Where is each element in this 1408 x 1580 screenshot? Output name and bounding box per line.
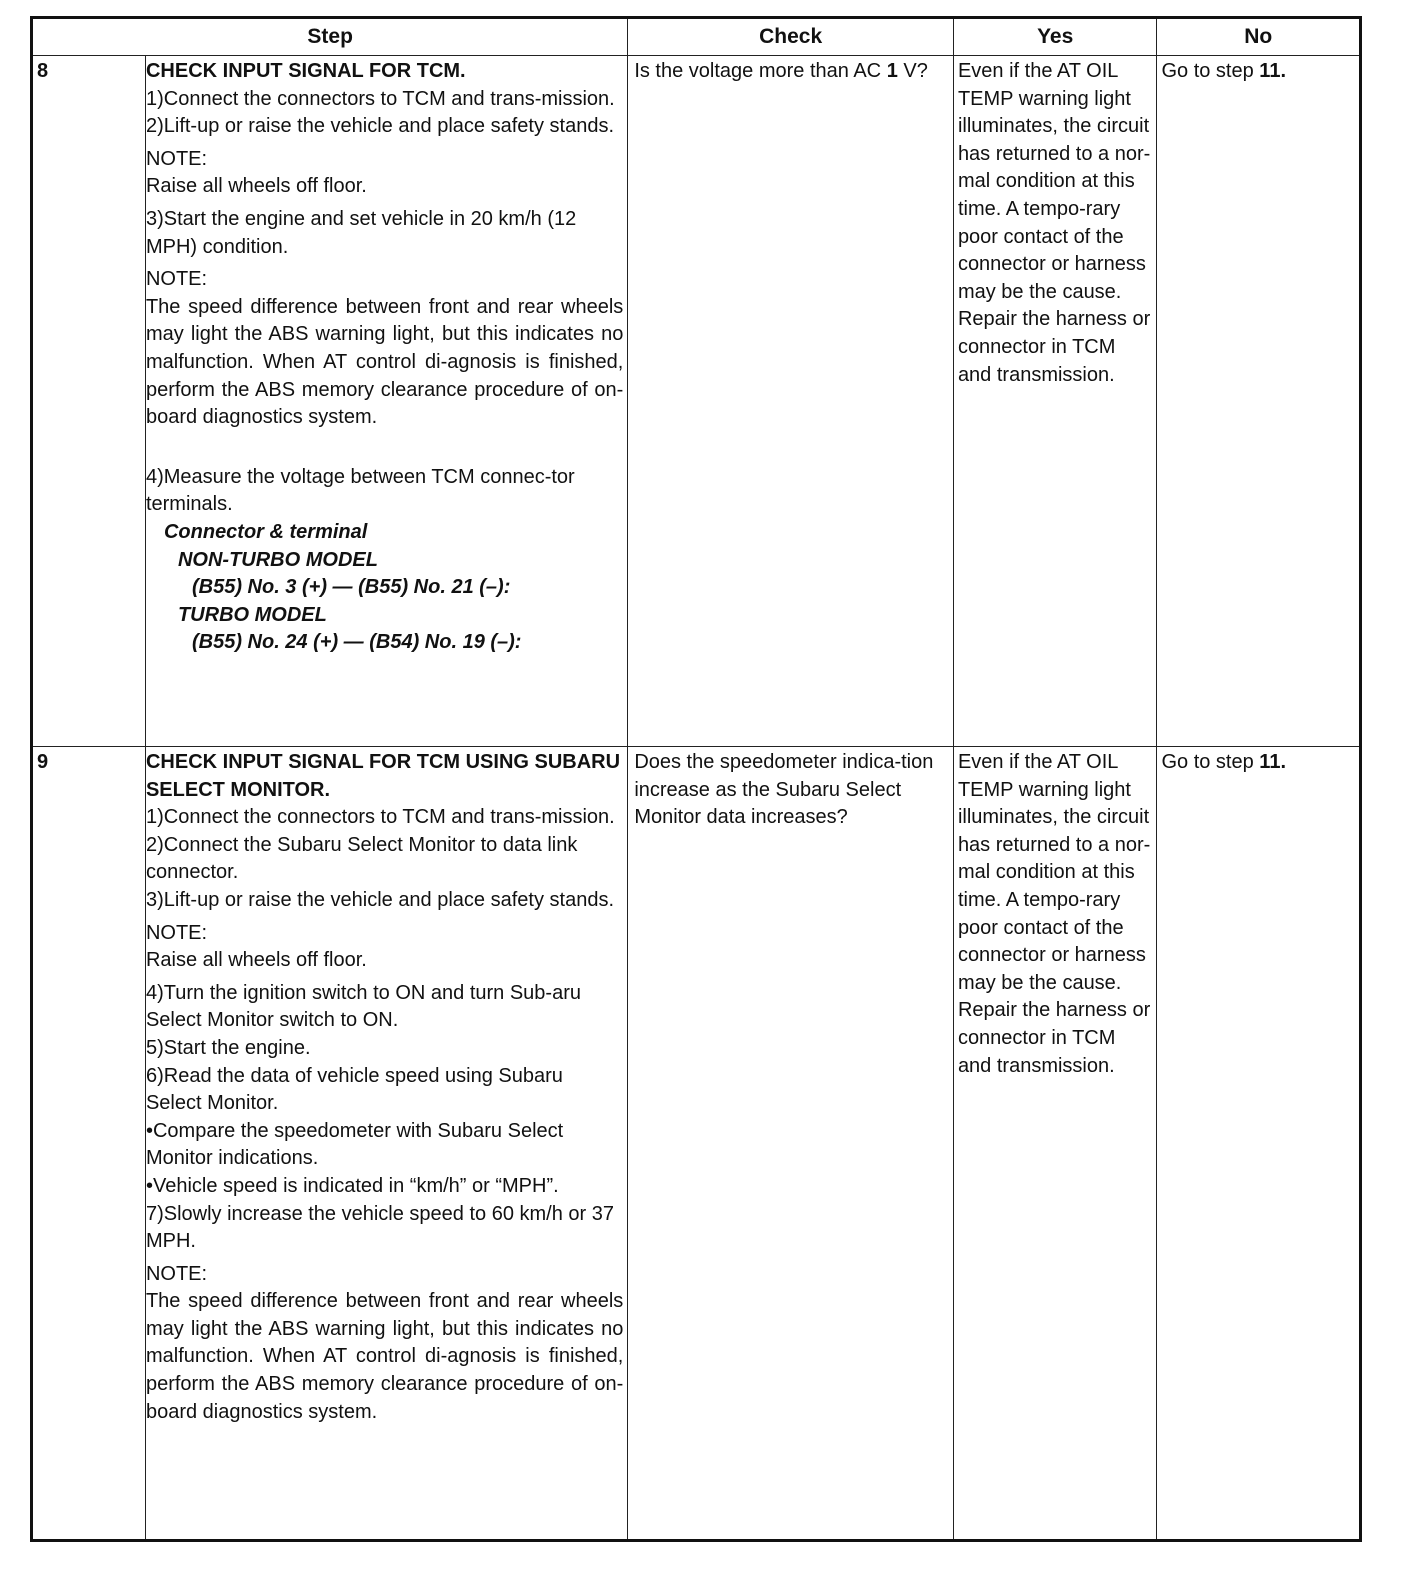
header-check: Check (628, 18, 954, 56)
header-no: No (1157, 18, 1361, 56)
yes-cell: Even if the AT OIL TEMP warning light illuminates, the circuit has returned to a nor-mal condition at this time. A tempo-rary poor contact of the connector or harness may be the cause. Repair the harness or connector in TCM and transmission. (953, 56, 1157, 747)
note-label: NOTE: (145, 921, 208, 944)
note-text: The speed difference between front and rear wheels may light the ABS warning light, but this indicates no malfunction. When AT control di-agnosis is finished, perform the ABS memory clearance procedure of on-board diagnostics system. (145, 295, 624, 429)
yes-cell: Even if the AT OIL TEMP warning light illuminates, the circuit has returned to a nor-mal condition at this time. A tempo-rary poor contact of the connector or harness may be the cause. Repair the harness or connector in TCM and transmission. (953, 747, 1157, 1541)
diagnostic-table (30, 16, 1362, 1542)
step-instructions (145, 56, 627, 747)
note-text: Raise all wheels off floor. (145, 175, 367, 198)
note-text: Raise all wheels off floor. (145, 949, 367, 972)
step-item: 3)Start the engine and set vehicle in 20 km/h (12 MPH) condition. (145, 207, 577, 258)
model-label: TURBO MODEL (177, 603, 327, 626)
terminal-spec: (B55) No. 24 (+) — (B54) No. 19 (–): (191, 631, 522, 654)
step-item: 7)Slowly increase the vehicle speed to 60 km/h or 37 MPH. (145, 1202, 614, 1253)
step-title: CHECK INPUT SIGNAL FOR TCM USING SUBARU SELECT MONITOR. (145, 751, 621, 801)
table-row (32, 747, 1361, 1541)
step-item: 2)Connect the Subaru Select Monitor to data link connector. (145, 833, 578, 884)
step-item: 1)Connect the connectors to TCM and trans-mission. (145, 87, 615, 110)
no-text: Go to step (1161, 60, 1260, 82)
check-cell: Does the speedometer indica-tion increase as the Subaru Select Monitor data increases? (628, 747, 954, 1541)
bullet-item: •Compare the speedometer with Subaru Select Monitor indications. (145, 1119, 564, 1170)
no-step-ref: 11. (1259, 751, 1286, 773)
note-text: The speed difference between front and rear wheels may light the ABS warning light, but this indicates no malfunction. When AT control di-agnosis is finished, perform the ABS memory clearance procedure of on-board diagnostics system. (145, 1290, 624, 1423)
no-step-ref: 11. (1259, 60, 1286, 82)
bullet-item: •Vehicle speed is indicated in “km/h” or “MPH”. (145, 1174, 559, 1197)
check-unit: V? (897, 60, 928, 82)
step-title: CHECK INPUT SIGNAL FOR TCM. (145, 60, 466, 82)
header-step: Step (32, 18, 628, 56)
step-number: 9 (32, 747, 146, 1541)
check-text: Is the voltage more than AC (634, 60, 887, 82)
check-cell (628, 56, 954, 747)
note-label: NOTE: (145, 1262, 208, 1285)
no-text: Go to step (1161, 751, 1260, 773)
step-item: 4)Measure the voltage between TCM connec-tor terminals. (145, 465, 575, 516)
header-yes: Yes (953, 18, 1157, 56)
step-item: 3)Lift-up or raise the vehicle and place safety stands. (145, 888, 615, 911)
no-cell (1157, 747, 1361, 1541)
note-label: NOTE: (145, 147, 208, 170)
terminal-spec: (B55) No. 3 (+) — (B55) No. 21 (–): (191, 576, 511, 599)
step-number: 8 (32, 56, 146, 747)
connector-terminal-heading: Connector & terminal (163, 520, 368, 543)
step-instructions (145, 747, 627, 1541)
model-label: NON-TURBO MODEL (177, 548, 378, 571)
no-cell (1157, 56, 1361, 747)
step-item: 1)Connect the connectors to TCM and trans-mission. (145, 806, 615, 829)
step-item: 5)Start the engine. (145, 1036, 311, 1059)
step-item: 4)Turn the ignition switch to ON and turn Sub-aru Select Monitor switch to ON. (145, 981, 581, 1032)
check-value: 1 (886, 60, 898, 82)
table-row (32, 56, 1361, 747)
step-item: 6)Read the data of vehicle speed using Subaru Select Monitor. (145, 1064, 563, 1115)
header-row (32, 18, 1361, 56)
step-item: 2)Lift-up or raise the vehicle and place safety stands. (145, 115, 615, 138)
note-label: NOTE: (145, 268, 208, 291)
